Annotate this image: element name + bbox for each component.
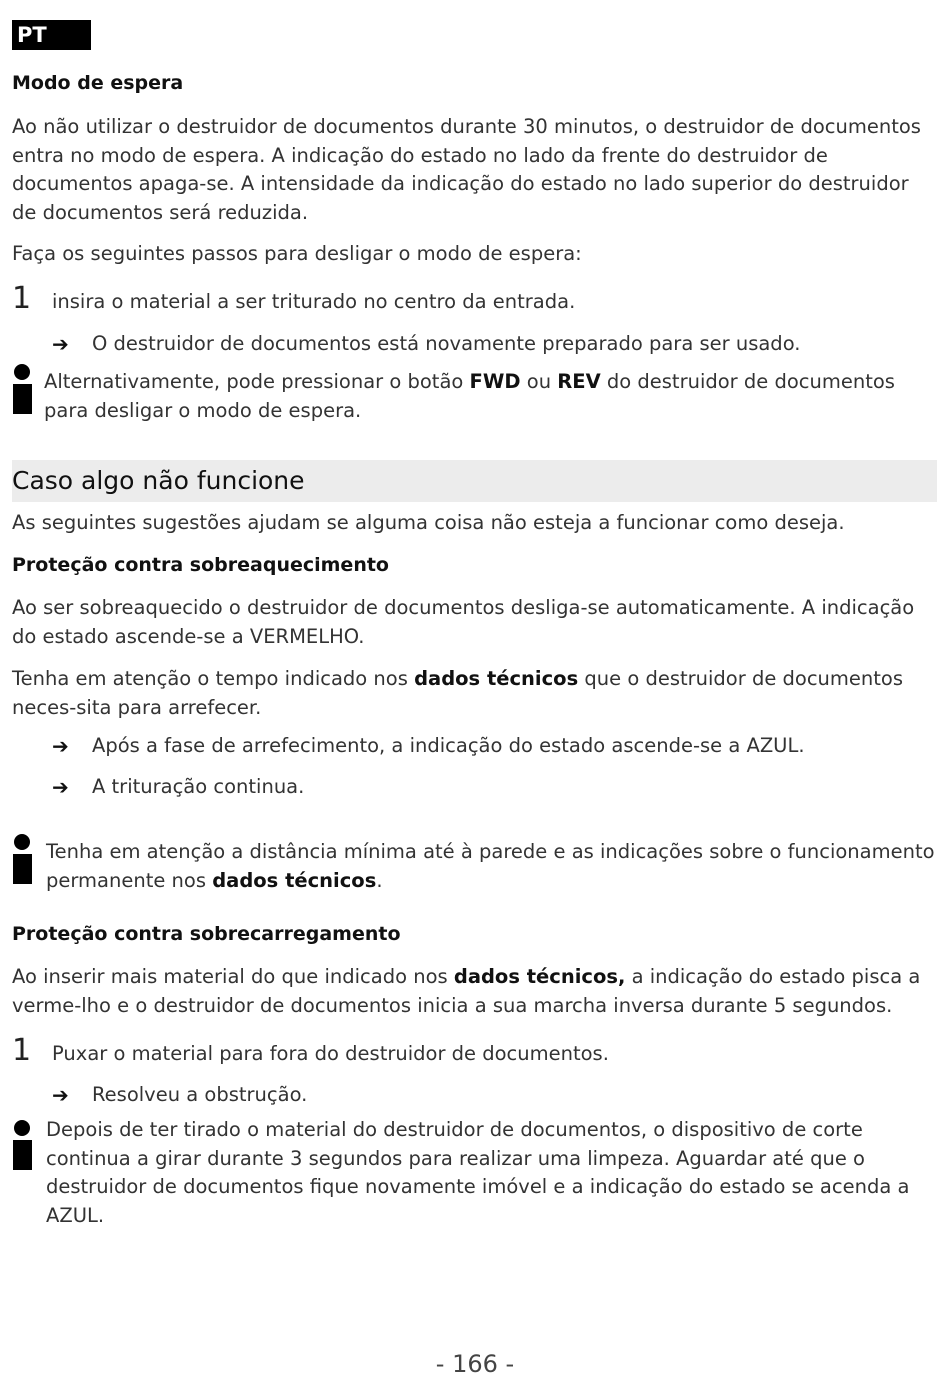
result-arrow-icon: ➔	[52, 734, 69, 758]
step-text: insira o material a ser triturado no centro da entrada.	[52, 290, 576, 313]
step-text: Puxar o material para fora do destruidor de documentos.	[52, 1042, 609, 1065]
overheat-cooldown-paragraph: Tenha em atenção o tempo indicado nos dados técnicos que o destruidor de documentos neces-sita para arrefecer.	[12, 667, 903, 719]
overheat-result-2: A trituração continua.	[92, 775, 305, 798]
language-tag: PT	[12, 20, 91, 50]
info-note: Depois de ter tirado o material do destruidor de documentos, o dispositivo de corte continua a girar durante 3 segundos para realizar uma limpeza. Aguardar até que o destruidor de documentos fique novamente imóvel e a indicação do estado se acenda a AZUL.	[46, 1118, 910, 1227]
standby-steps-intro: Faça os seguintes passos para desligar o modo de espera:	[12, 242, 582, 265]
info-icon	[12, 1120, 34, 1176]
overheat-result-1: Após a fase de arrefecimento, a indicação do estado ascende-se a AZUL.	[92, 734, 805, 757]
step-number: 1	[12, 1033, 32, 1068]
result-arrow-icon: ➔	[52, 775, 69, 799]
info-note: Alternativamente, pode pressionar o botão FWD ou REV do destruidor de documentos para desligar o modo de espera.	[44, 370, 895, 422]
overheat-paragraph: Ao ser sobreaquecido o destruidor de documentos desliga-se automaticamente. A indicação do estado ascende-se a VERMELHO.	[12, 596, 915, 648]
overheat-heading: Proteção contra sobreaquecimento	[12, 554, 389, 576]
step-result: O destruidor de documentos está novamente preparado para ser usado.	[92, 332, 801, 355]
info-note: Tenha em atenção a distância mínima até à parede e as indicações sobre o funcionamento permanente nos dados técnicos.	[46, 840, 935, 892]
overload-paragraph: Ao inserir mais material do que indicado nos dados técnicos, a indicação do estado pisca a verme-lho e o destruidor de documentos inicia a sua marcha inversa durante 5 segundos.	[12, 965, 921, 1017]
page-number: - 166 -	[435, 1350, 515, 1378]
section-title: Caso algo não funcione	[12, 466, 305, 495]
info-icon	[12, 834, 34, 890]
info-icon	[12, 364, 34, 420]
overload-heading: Proteção contra sobrecarregamento	[12, 923, 401, 945]
result-arrow-icon: ➔	[52, 1083, 69, 1107]
step-number: 1	[12, 281, 32, 316]
section-intro: As seguintes sugestões ajudam se alguma coisa não esteja a funcionar como deseja.	[12, 511, 845, 534]
result-arrow-icon: ➔	[52, 332, 69, 356]
standby-paragraph: Ao não utilizar o destruidor de documentos durante 30 minutos, o destruidor de documentos entra no modo de espera. A indicação do estado no lado da frente do destruidor de documentos apaga-se. A intensidade da indicação do estado no lado superior do destruidor de documentos será reduzida.	[12, 115, 921, 224]
overload-result: Resolveu a obstrução.	[92, 1083, 308, 1106]
standby-heading: Modo de espera	[12, 72, 184, 94]
